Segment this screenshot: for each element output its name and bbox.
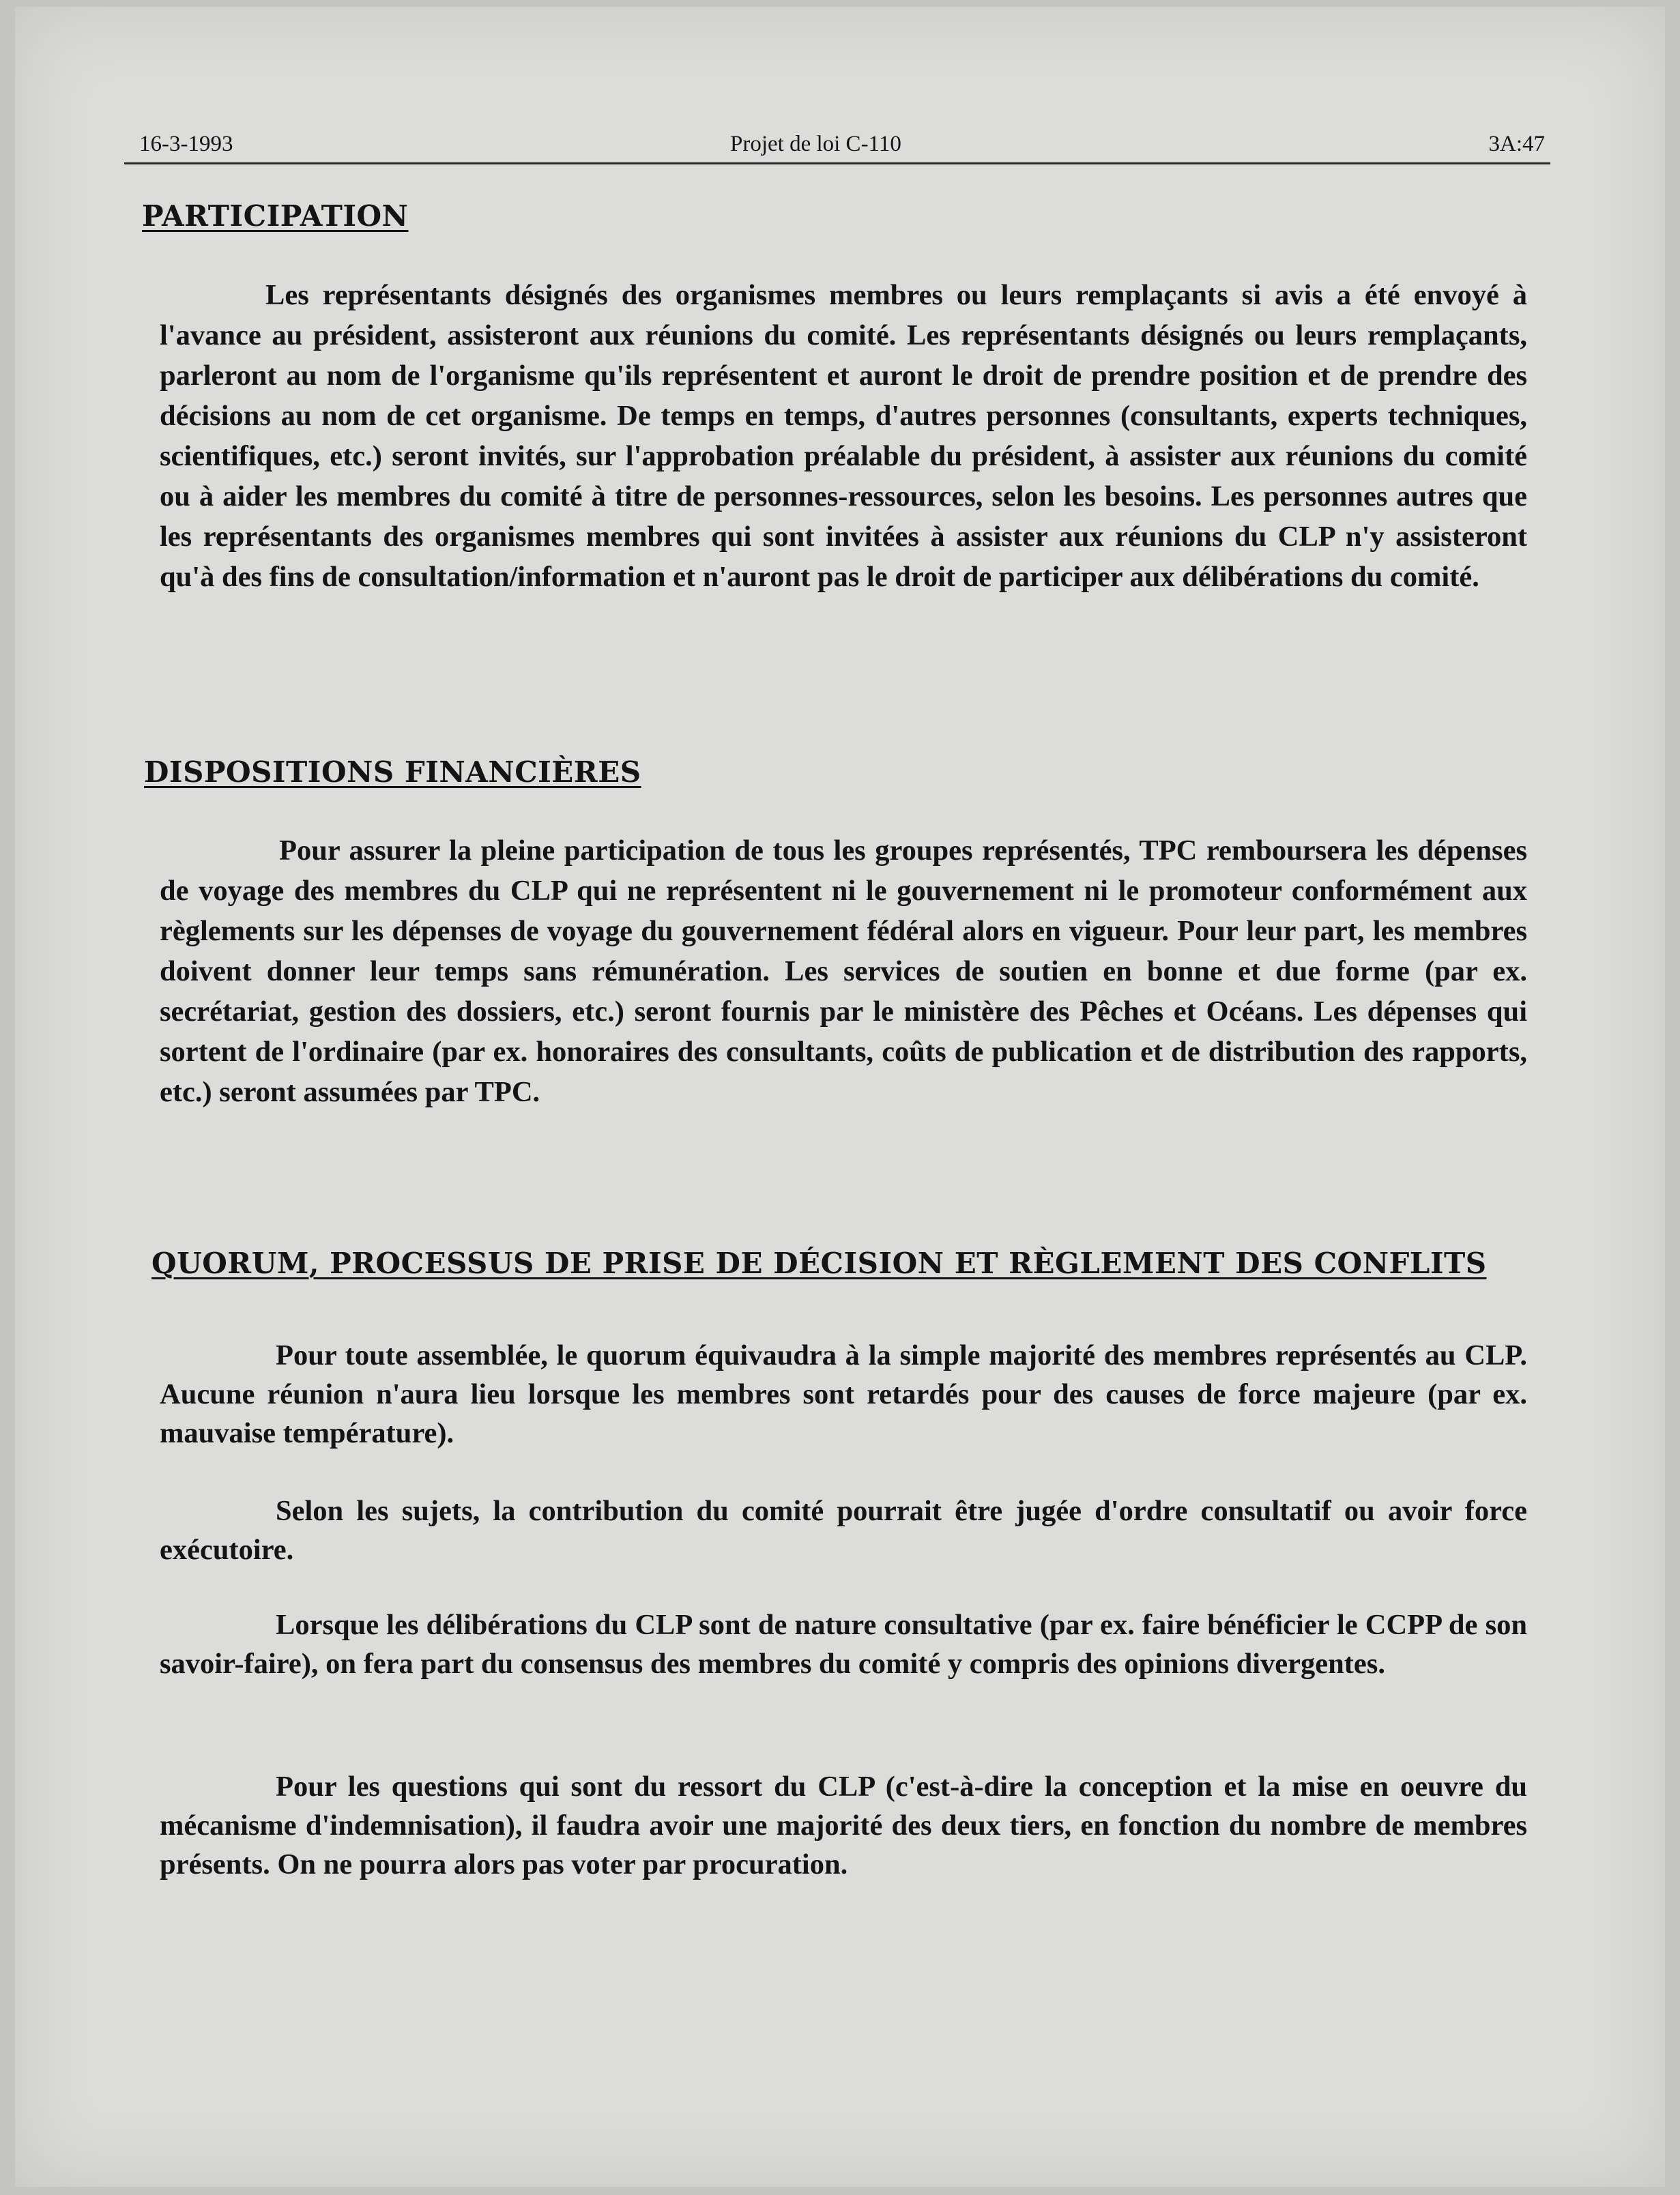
header-page-number: 3A:47	[1488, 132, 1545, 156]
document-page	[15, 7, 1665, 2187]
paragraph-quorum-4: Pour les questions qui sont du ressort du CLP (c'est-à-dire la conception et la mise en oeuvre du mécanisme d'indemnisation), il faudra avoir une majorité des deux tiers, en fonction du nombre de membres présents. On ne pourra alors pas voter par procuration.	[160, 1771, 1527, 1880]
paragraph-dispositions-financieres: Pour assurer la pleine participation de tous les groupes représentés, TPC remboursera les dépenses de voyage des membres du CLP qui ne représentent ni le gouvernement ni le promoteur conformément aux règlements sur les dépenses de voyage du gouvernement fédéral alors en vigueur. Pour leur part, les membres doivent donner leur temps sans rémunération. Les services de soutien en bonne et due forme (par ex. secrétariat, gestion des dossiers, etc.) seront fournis par le ministère des Pêches et Océans. Les dépenses qui sortent de l'ordinaire (par ex. honoraires des consultants, coûts de publication et de distribution des rapports, etc.) seront assumées par TPC.	[160, 834, 1527, 1108]
paragraph-quorum-3: Lorsque les délibérations du CLP sont de nature consultative (par ex. faire bénéficier le CCPP de son savoir-faire), on fera part du consensus des membres du comité y compris des opinions divergentes.	[160, 1609, 1527, 1680]
paragraph-quorum-1: Pour toute assemblée, le quorum équivaudra à la simple majorité des membres représentés au CLP. Aucune réunion n'aura lieu lorsque les membres sont retardés pour des causes de force majeure (par ex. mauvaise température).	[160, 1339, 1527, 1449]
header-date: 16-3-1993	[139, 132, 233, 156]
page-header	[124, 121, 1550, 164]
paragraph-quorum-2: Selon les sujets, la contribution du comité pourrait être jugée d'ordre consultatif ou avoir force exécutoire.	[160, 1495, 1527, 1566]
heading-quorum: QUORUM, PROCESSUS DE PRISE DE DÉCISION ET RÈGLEMENT DES CONFLITS	[151, 1247, 1487, 1280]
heading-participation: PARTICIPATION	[142, 199, 409, 233]
paragraph-participation: Les représentants désignés des organismes membres ou leurs remplaçants si avis a été envoyé à l'avance au président, assisteront aux réunions du comité. Les représentants désignés ou leurs remplaçants, parleront au nom de l'organisme qu'ils représentent et auront le droit de prendre position et de prendre des décisions au nom de cet organisme. De temps en temps, d'autres personnes (consultants, experts techniques, scientifiques, etc.) seront invités, sur l'approbation préalable du président, à assister aux réunions du comité ou à aider les membres du comité à titre de personnes-ressources, selon les besoins. Les personnes autres que les représentants des organismes membres qui sont invitées à assister aux réunions du CLP n'y assisteront qu'à des fins de consultation/information et n'auront pas le droit de participer aux délibérations du comité.	[160, 279, 1527, 593]
header-title: Projet de loi C-110	[730, 132, 901, 156]
heading-dispositions-financieres: DISPOSITIONS FINANCIÈRES	[144, 755, 641, 789]
